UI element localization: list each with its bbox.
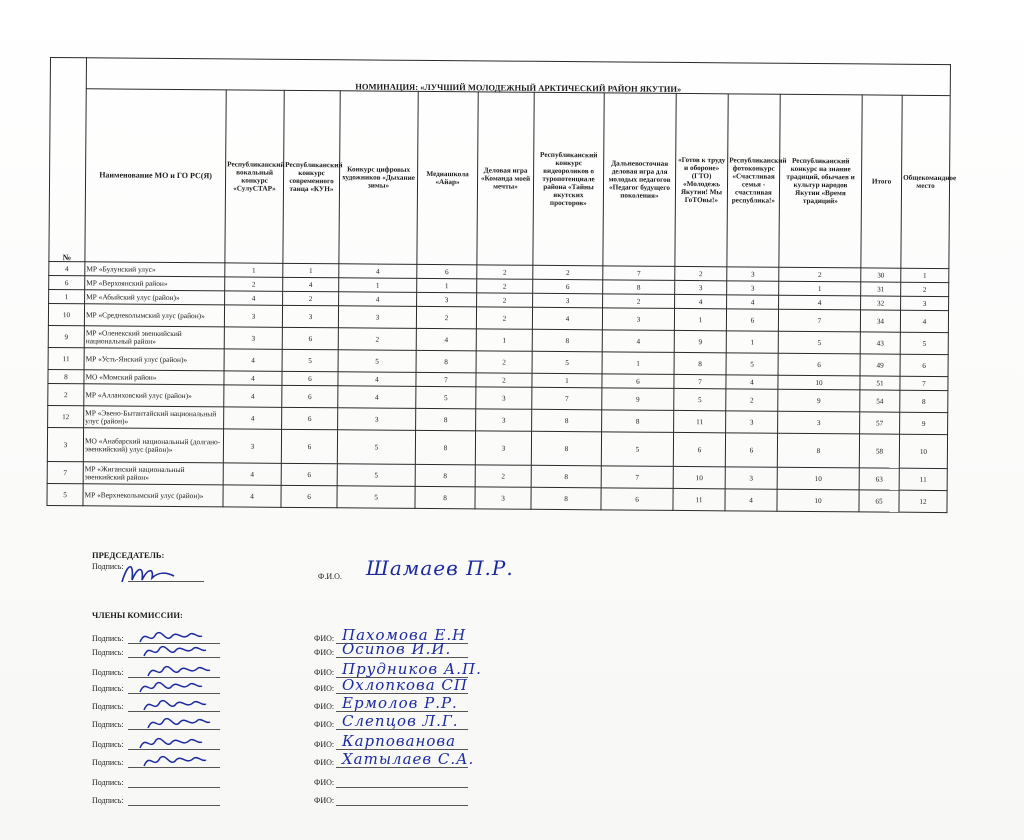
- score-cell: 4: [223, 485, 281, 507]
- place-cell: 6: [900, 354, 948, 376]
- member-sign-label: Подпись:: [92, 740, 124, 749]
- score-cell: 3: [224, 327, 282, 349]
- score-cell: 6: [726, 309, 778, 331]
- municipality-name: МО «Момский район»: [84, 370, 224, 385]
- member-sign-label: Подпись:: [92, 668, 124, 677]
- member-fio-label: ФИО:: [314, 720, 335, 729]
- member-sign-label: Подпись:: [92, 778, 124, 787]
- score-cell: 1: [417, 278, 477, 292]
- score-cell: 4: [675, 294, 727, 308]
- column-headers: [49, 89, 950, 269]
- score-cell: 8: [416, 350, 476, 372]
- member-sign-label: Подпись:: [92, 702, 124, 711]
- score-cell: 5: [601, 432, 673, 467]
- municipality-name: МР «Верхоянский район»: [85, 276, 225, 291]
- score-cell: 4: [339, 292, 417, 307]
- score-cell: 5: [674, 388, 726, 410]
- column-header: Дальневосточная деловая игра для молодых педагогов «Педагог будущего поколения»: [603, 93, 676, 267]
- member-fio-label: ФИО:: [314, 796, 335, 805]
- score-cell: 8: [415, 430, 475, 464]
- score-cell: 5: [337, 486, 415, 509]
- score-cell: 4: [283, 277, 339, 291]
- municipality-name: МР «Среднеколымский улус (район)»: [84, 304, 224, 327]
- score-cell: 2: [477, 265, 533, 279]
- score-cell: 8: [415, 464, 475, 486]
- score-cell: 3: [223, 429, 281, 463]
- score-cell: 6: [282, 385, 338, 407]
- member-fio: Пахомова Е.Н: [342, 626, 467, 644]
- place-cell: 4: [900, 310, 948, 332]
- member-fio-line: [336, 805, 468, 806]
- score-cell: 4: [727, 295, 779, 309]
- member-fio-line: [336, 787, 468, 788]
- score-cell: 7: [532, 387, 602, 410]
- score-cell: 11: [673, 488, 725, 510]
- score-cell: 4: [338, 372, 416, 387]
- chair-sign-label: Подпись:: [92, 562, 124, 571]
- score-cell: 2: [225, 277, 283, 291]
- score-cell: 5: [337, 464, 415, 487]
- total-cell: 34: [860, 310, 900, 332]
- score-cell: 10: [777, 489, 859, 512]
- member-fio-label: ФИО:: [314, 702, 335, 711]
- column-header: Деловая игра «Команда моей мечты»: [477, 92, 534, 265]
- score-cell: 1: [532, 373, 602, 388]
- score-cell: 6: [282, 327, 338, 349]
- score-cell: 2: [675, 266, 727, 280]
- member-signature: [144, 712, 214, 734]
- score-cell: 4: [224, 385, 282, 407]
- score-cell: 6: [282, 371, 338, 385]
- signature-area: [0, 540, 1024, 840]
- score-cell: 2: [475, 465, 531, 487]
- score-cell: 2: [533, 265, 603, 280]
- total-cell: 57: [860, 412, 900, 434]
- chair-heading: ПРЕДСЕДАТЕЛЬ:: [92, 550, 165, 560]
- score-cell: 3: [602, 308, 674, 331]
- score-cell: 1: [225, 263, 283, 277]
- member-fio: Ермолов Р.Р.: [342, 694, 458, 712]
- score-cell: 7: [601, 466, 673, 489]
- score-cell: 5: [338, 350, 416, 373]
- score-cell: 4: [416, 328, 476, 350]
- score-cell: 2: [477, 293, 533, 307]
- total-cell: 32: [861, 296, 901, 310]
- column-header: Общекомандное место: [901, 95, 950, 268]
- score-cell: 3: [725, 467, 777, 489]
- row-number: 12: [48, 405, 84, 427]
- column-header: Республиканский фотоконкурс «Счастливая семья - счастливая республика!»: [727, 94, 780, 267]
- score-cell: 3: [476, 409, 532, 431]
- score-cell: 1: [674, 308, 726, 330]
- total-cell: 58: [859, 434, 899, 468]
- members-heading: ЧЛЕНЫ КОМИССИИ:: [92, 610, 183, 620]
- member-fio: Хатылаев С.А.: [342, 750, 475, 768]
- member-sign-line: [128, 805, 220, 806]
- member-fio: Охлопкова СП: [342, 676, 468, 694]
- score-cell: 1: [283, 263, 339, 277]
- municipality-name: МР «Аллаиховский улус (район)»: [84, 384, 224, 407]
- score-cell: 3: [475, 487, 531, 509]
- column-header: Республиканский конкурс современного танца «КУН»: [283, 90, 340, 263]
- score-cell: 3: [675, 280, 727, 294]
- total-cell: 43: [860, 332, 900, 354]
- member-fio: Слепцов Л.Г.: [342, 712, 459, 730]
- score-cell: 4: [532, 307, 602, 330]
- chair-fio-label: Ф.И.О.: [318, 572, 342, 581]
- member-fio-label: ФИО:: [314, 740, 335, 749]
- score-cell: 1: [726, 331, 778, 353]
- score-cell: 3: [282, 305, 338, 327]
- score-cell: 5: [778, 331, 860, 354]
- member-fio-label: ФИО:: [314, 634, 335, 643]
- score-cell: 2: [477, 279, 533, 293]
- total-cell: 49: [860, 354, 900, 376]
- place-cell: 11: [899, 468, 947, 490]
- municipality-name: МР «Абыйский улус (район)»: [85, 290, 225, 305]
- column-header: Республиканский вокальный конкурс «СулуСТАР»: [225, 90, 284, 263]
- score-cell: 4: [224, 371, 282, 385]
- score-cell: 8: [532, 329, 602, 352]
- member-sign-label: Подпись:: [92, 796, 124, 805]
- score-cell: 10: [777, 467, 859, 490]
- score-cell: 4: [725, 489, 777, 511]
- score-cell: 9: [602, 388, 674, 411]
- row-number: 6: [49, 275, 85, 289]
- row-number: 5: [47, 483, 83, 505]
- member-fio-label: ФИО:: [314, 648, 335, 657]
- column-header: Итого: [861, 95, 902, 268]
- score-cell: 3: [727, 267, 779, 281]
- score-cell: 8: [416, 408, 476, 430]
- score-cell: 5: [337, 430, 415, 465]
- member-fio: Карпованова: [342, 732, 457, 750]
- place-cell: 10: [899, 434, 947, 468]
- chair-fio: Шамаев П.Р.: [366, 556, 514, 580]
- member-fio: Осипов И.И.: [342, 640, 452, 658]
- score-cell: 10: [778, 375, 860, 390]
- score-cell: 7: [603, 266, 675, 281]
- member-fio: Прудников А.П.: [342, 660, 482, 678]
- score-cell: 1: [602, 352, 674, 375]
- score-cell: 6: [601, 488, 673, 511]
- score-cell: 2: [603, 294, 675, 309]
- score-cell: 1: [476, 329, 532, 351]
- municipality-name: МР «Верхнеколымский улус (район)»: [83, 484, 223, 507]
- chair-signature: [118, 558, 178, 588]
- member-fio-label: ФИО:: [314, 668, 335, 677]
- place-cell: 9: [900, 412, 948, 434]
- column-header: «Готов к труду и обороне» (ГТО) «Молодежь Якутии! Мы ГоТОвы!»: [675, 93, 728, 266]
- total-cell: 30: [861, 268, 901, 282]
- member-sign-label: Подпись:: [92, 634, 124, 643]
- column-header: Медиашкола «Айар»: [417, 91, 478, 264]
- score-cell: 4: [338, 386, 416, 409]
- score-cell: 8: [603, 280, 675, 295]
- member-sign-label: Подпись:: [92, 648, 124, 657]
- column-header: Конкурс цифровых художников «Дыхание зимы»: [339, 91, 418, 265]
- score-cell: 4: [225, 291, 283, 305]
- score-cell: 8: [777, 433, 859, 468]
- results-body: [47, 261, 949, 512]
- place-cell: 5: [900, 332, 948, 354]
- member-sign-line: [128, 787, 220, 788]
- row-number: 3: [47, 427, 83, 461]
- score-cell: 9: [674, 330, 726, 352]
- score-cell: 6: [602, 374, 674, 389]
- row-number: 11: [48, 347, 84, 369]
- score-cell: 6: [673, 432, 725, 466]
- score-cell: 4: [779, 295, 861, 310]
- place-cell: 3: [901, 296, 949, 310]
- score-cell: 2: [283, 291, 339, 305]
- member-sign-label: Подпись:: [92, 758, 124, 767]
- place-cell: 8: [900, 390, 948, 412]
- member-fio-label: ФИО:: [314, 778, 335, 787]
- no-header: №: [49, 58, 87, 262]
- score-cell: 11: [674, 410, 726, 432]
- total-cell: 63: [859, 468, 899, 490]
- score-cell: 7: [778, 309, 860, 332]
- municipality-name: МР «Булунский улус»: [85, 262, 225, 277]
- place-cell: 1: [901, 268, 949, 282]
- score-cell: 6: [282, 407, 338, 429]
- place-cell: 12: [899, 490, 947, 512]
- score-cell: 8: [532, 409, 602, 432]
- row-number: 1: [49, 289, 85, 303]
- score-cell: 2: [416, 306, 476, 328]
- place-cell: 2: [901, 282, 949, 296]
- row-number: 2: [48, 383, 84, 405]
- score-cell: 6: [778, 353, 860, 376]
- score-cell: 8: [674, 352, 726, 374]
- score-cell: 5: [532, 351, 602, 374]
- row-number: 4: [49, 261, 85, 275]
- score-cell: 5: [416, 386, 476, 408]
- score-cell: 8: [602, 410, 674, 433]
- score-cell: 4: [223, 463, 281, 485]
- member-signature: [140, 640, 210, 662]
- municipality-name: МР «Эвено-Бытантайский национальный улус (район)»: [84, 406, 224, 429]
- score-cell: 6: [281, 429, 337, 463]
- column-header: Наименование МО и ГО РС(Я): [85, 89, 226, 263]
- score-cell: 6: [725, 433, 777, 467]
- score-cell: 5: [282, 349, 338, 371]
- score-cell: 5: [726, 353, 778, 375]
- score-cell: 7: [416, 372, 476, 386]
- score-cell: 3: [338, 408, 416, 431]
- score-cell: 2: [338, 328, 416, 351]
- score-cell: 6: [281, 463, 337, 485]
- member-signature: [140, 750, 210, 772]
- row-number: 9: [48, 325, 84, 347]
- score-cell: 3: [417, 292, 477, 306]
- row-number: 7: [47, 461, 83, 483]
- total-cell: 51: [860, 376, 900, 390]
- score-cell: 2: [476, 351, 532, 373]
- column-header: Республиканский конкурс на знание традиций, обычаев и культур народов Якутии «Время традиций»: [779, 94, 862, 268]
- score-cell: 2: [476, 307, 532, 329]
- score-cell: 3: [727, 281, 779, 295]
- score-cell: 4: [339, 264, 417, 279]
- score-cell: 1: [779, 281, 861, 296]
- score-cell: 2: [476, 373, 532, 387]
- score-cell: 6: [417, 264, 477, 278]
- score-cell: 3: [338, 306, 416, 329]
- results-table-wrapper: [46, 57, 957, 513]
- member-sign-label: Подпись:: [92, 684, 124, 693]
- score-cell: 8: [531, 487, 601, 510]
- municipality-name: МР «Усть-Янский улус (район)»: [84, 348, 224, 371]
- results-table: [46, 57, 957, 513]
- score-cell: 8: [531, 431, 601, 466]
- score-cell: 3: [476, 387, 532, 409]
- nomination-title: НОМИНАЦИЯ: «ЛУЧШИЙ МОЛОДЕЖНЫЙ АРКТИЧЕСКИЙ РАЙОН ЯКУТИИ»: [86, 58, 950, 96]
- score-cell: 3: [726, 411, 778, 433]
- column-header: Республиканский конкурс видеороликов о туропотенциале района «Тайны якутских просторов»: [533, 92, 604, 266]
- score-cell: 8: [415, 486, 475, 508]
- score-cell: 4: [224, 349, 282, 371]
- score-cell: 6: [533, 279, 603, 294]
- row-number: 8: [48, 369, 84, 383]
- total-cell: 54: [860, 390, 900, 412]
- score-cell: 2: [726, 389, 778, 411]
- score-cell: 10: [673, 466, 725, 488]
- score-cell: 2: [779, 267, 861, 282]
- score-cell: 3: [475, 431, 531, 465]
- total-cell: 65: [859, 490, 899, 512]
- score-cell: 8: [531, 465, 601, 488]
- score-cell: 7: [674, 374, 726, 388]
- score-cell: 1: [339, 278, 417, 293]
- score-cell: 4: [224, 407, 282, 429]
- row-number: 10: [48, 303, 84, 325]
- total-cell: 31: [861, 282, 901, 296]
- municipality-name: МР «Жиганский национальный эвенкийский район»: [83, 462, 223, 485]
- member-fio-label: ФИО:: [314, 758, 335, 767]
- municipality-name: МР «Оленекский эвенкийский национальный район»: [84, 326, 224, 349]
- score-cell: 6: [281, 485, 337, 507]
- score-cell: 3: [224, 305, 282, 327]
- score-cell: 4: [726, 375, 778, 389]
- municipality-name: МО «Анабарский национальный (долгано-эвенкийский) улус (район)»: [83, 428, 223, 463]
- score-cell: 4: [602, 330, 674, 353]
- member-sign-label: Подпись:: [92, 720, 124, 729]
- score-cell: 3: [778, 411, 860, 434]
- member-fio-label: ФИО:: [314, 684, 335, 693]
- score-cell: 3: [533, 293, 603, 308]
- score-cell: 9: [778, 389, 860, 412]
- place-cell: 7: [900, 376, 948, 390]
